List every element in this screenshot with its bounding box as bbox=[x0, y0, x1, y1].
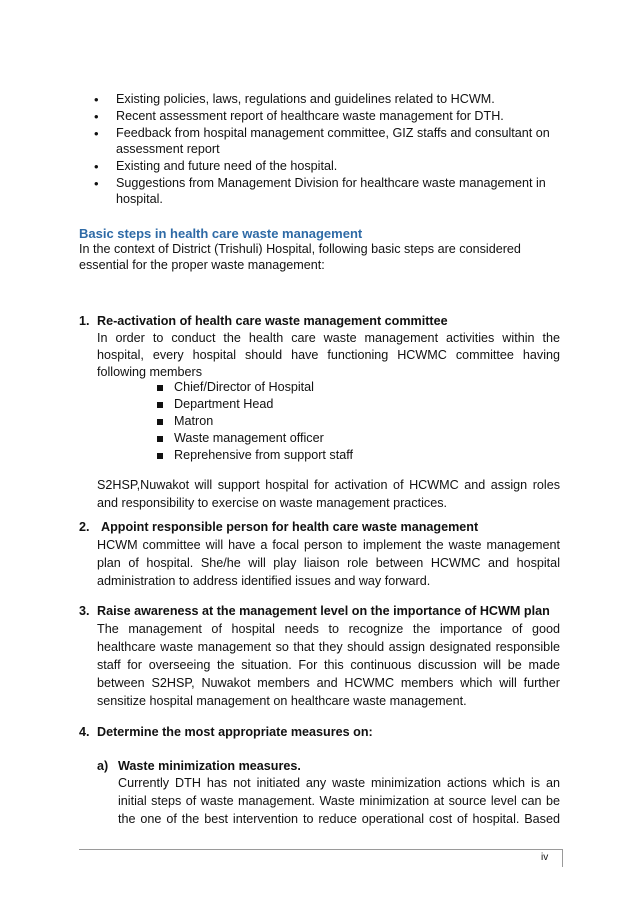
bullet-text: Feedback from hospital management committee, GIZ staffs and consultant on bbox=[116, 126, 550, 140]
step-body bbox=[97, 537, 560, 589]
bullet-dot: • bbox=[94, 176, 99, 191]
bullet-dot: • bbox=[94, 159, 99, 174]
section-heading: Basic steps in health care waste management bbox=[79, 226, 363, 241]
body-line: the one of the best intervention to reduce operational cost of hospital. Based bbox=[118, 812, 560, 826]
step-title: Determine the most appropriate measures on: bbox=[97, 725, 373, 739]
footer-rule-tick bbox=[562, 849, 563, 867]
square-bullet-icon bbox=[157, 385, 163, 391]
bullet-dot: • bbox=[94, 92, 99, 107]
square-bullet-icon bbox=[157, 419, 163, 425]
step-after bbox=[97, 477, 560, 513]
member-item: Reprehensive from support staff bbox=[174, 448, 353, 462]
body-line: HCWM committee will have a focal person to implement the waste management bbox=[97, 538, 560, 552]
step-body bbox=[97, 621, 560, 711]
substep-title: Waste minimization measures. bbox=[118, 759, 301, 773]
member-item: Chief/Director of Hospital bbox=[174, 380, 314, 394]
square-bullet-icon bbox=[157, 402, 163, 408]
step-body bbox=[97, 330, 560, 380]
section-intro-line: essential for the proper waste management: bbox=[79, 258, 325, 272]
body-line: plan of hospital. She/he will play liaison role between HCWMC and hospital bbox=[97, 556, 560, 570]
body-line: staff for overseeing the situation. For this continuous discussion will be made bbox=[97, 658, 560, 672]
member-item: Department Head bbox=[174, 397, 274, 411]
bullet-text: hospital. bbox=[116, 192, 163, 206]
square-bullet-icon bbox=[157, 436, 163, 442]
body-line: administration to address identified issues and way forward. bbox=[97, 574, 431, 588]
member-item: Waste management officer bbox=[174, 431, 324, 445]
square-bullet-icon bbox=[157, 453, 163, 459]
bullet-text: assessment report bbox=[116, 142, 220, 156]
bullet-text: Recent assessment report of healthcare waste management for DTH. bbox=[116, 109, 504, 123]
bullet-dot: • bbox=[94, 109, 99, 124]
body-line: healthcare waste management so that they should assign designated responsible bbox=[97, 640, 560, 654]
step-title: Appoint responsible person for health care waste management bbox=[101, 520, 479, 534]
step-number: 3. bbox=[79, 604, 90, 618]
bullet-text: Existing policies, laws, regulations and guidelines related to HCWM. bbox=[116, 92, 495, 106]
step-title: Re-activation of health care waste management committee bbox=[97, 314, 448, 328]
step-number: 1. bbox=[79, 314, 90, 328]
step-title: Raise awareness at the management level on the importance of HCWM plan bbox=[97, 604, 550, 618]
page-number: iv bbox=[541, 852, 549, 863]
body-line: following members bbox=[97, 365, 202, 379]
bullet-text: Existing and future need of the hospital. bbox=[116, 159, 338, 173]
body-line: Currently DTH has not initiated any waste minimization actions which is an bbox=[118, 776, 560, 790]
body-line: The management of hospital needs to recognize the importance of good bbox=[97, 622, 560, 636]
body-line: between S2HSP, Nuwakot members and HCWMC members which will further bbox=[97, 676, 560, 690]
step-number: 2. bbox=[79, 520, 90, 534]
step-number: 4. bbox=[79, 725, 90, 739]
substep-body bbox=[118, 775, 560, 829]
body-line: hospital, every hospital should have functioning HCWMC committee having bbox=[97, 348, 560, 362]
body-line: sensitize hospital management on healthcare waste management. bbox=[97, 694, 467, 708]
bullet-text: Suggestions from Management Division for healthcare waste management in bbox=[116, 176, 546, 190]
section-intro-line: In the context of District (Trishuli) Hospital, following basic steps are considered bbox=[79, 242, 521, 256]
body-line: In order to conduct the health care waste management activities within the bbox=[97, 331, 560, 345]
member-item: Matron bbox=[174, 414, 214, 428]
bullet-dot: • bbox=[94, 126, 99, 141]
body-line: S2HSP,Nuwakot will support hospital for activation of HCWMC and assign roles bbox=[97, 478, 560, 492]
body-line: initial steps of waste management. Waste minimization at source level can be bbox=[118, 794, 560, 808]
substep-label: a) bbox=[97, 759, 109, 773]
body-line: and responsibility to exercise on waste management practices. bbox=[97, 496, 448, 510]
footer-rule bbox=[79, 849, 562, 850]
